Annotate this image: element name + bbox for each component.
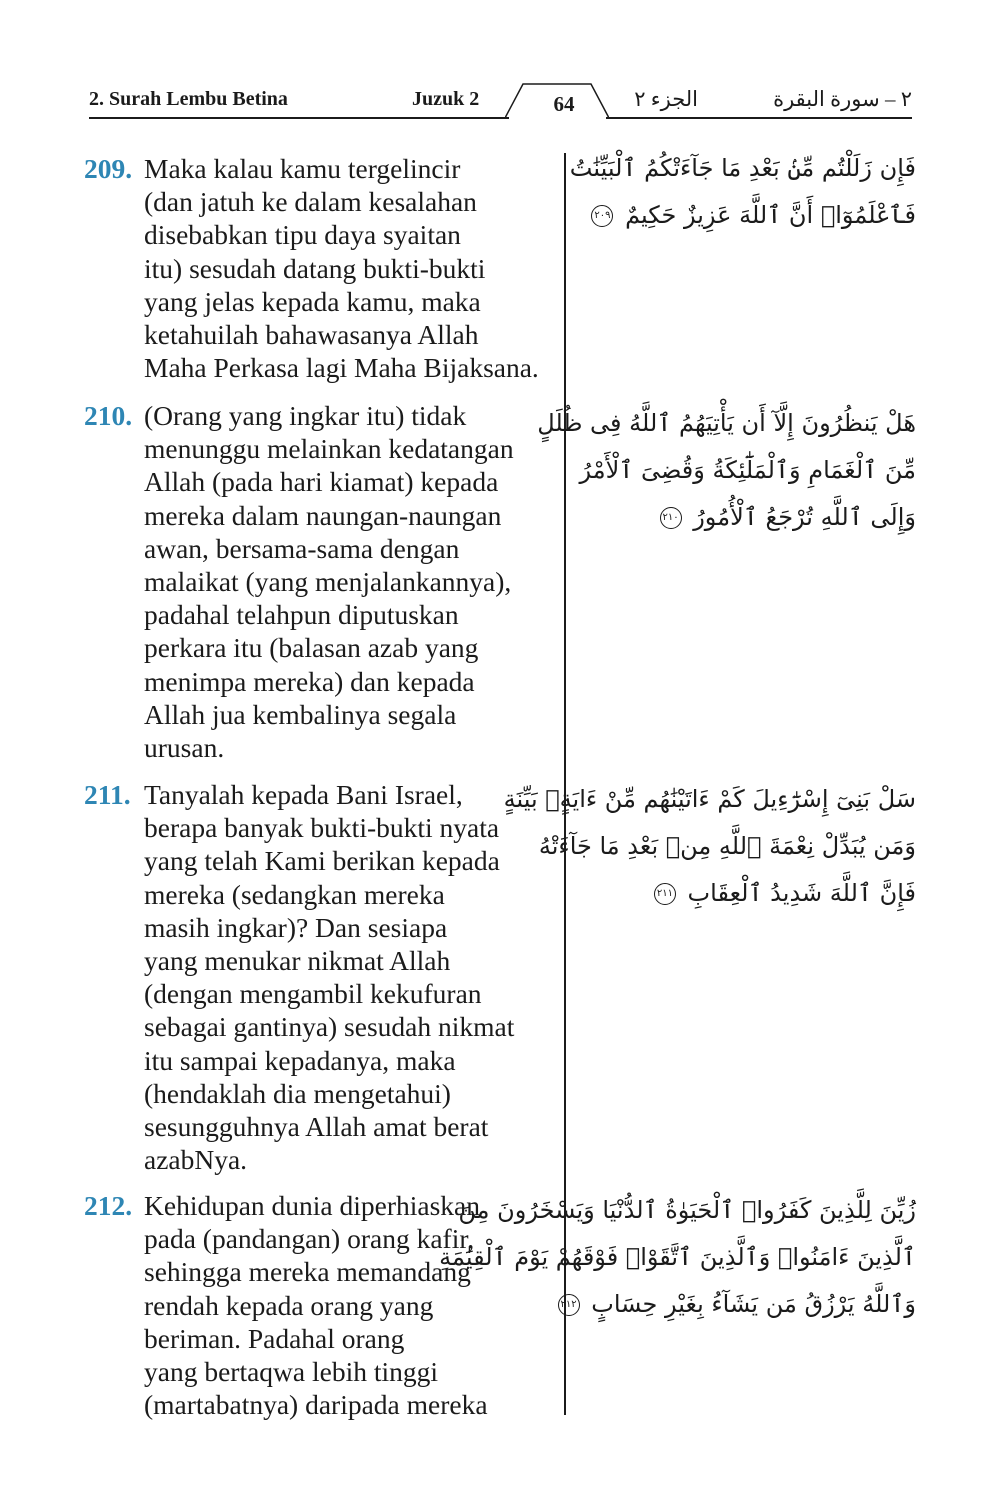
header-rule-right [606, 117, 912, 119]
page-number: 64 [553, 92, 575, 116]
verse-line: mereka (sedangkan mereka [144, 878, 445, 910]
verse-line: mereka dalam naungan-naungan [144, 499, 502, 531]
verse-text [144, 152, 564, 384]
verse-line: yang telah Kami berikan kepada [144, 845, 500, 877]
header-surah-label: 2. Surah Lembu Betina [89, 88, 288, 110]
verse-line: ketahuilah bahawasanya Allah [144, 319, 479, 351]
verse-line: Maha Perkasa lagi Maha Bijaksana. [144, 352, 539, 384]
verse-line: azabNya. [144, 1144, 248, 1176]
verse-line: (dengan mengambil kekufuran [144, 978, 482, 1010]
header-juzuk-label: Juzuk 2 [412, 88, 480, 110]
verse-line: padahal telahpun diputuskan [144, 599, 459, 631]
arabic-line [596, 494, 916, 541]
arabic-line-text: فَإِنَّ ٱللَّهَ شَدِيدُ ٱلْعِقَابِ [687, 879, 916, 907]
arabic-line-text: فَٱعْلَمُوٓا۟ أَنَّ ٱللَّهَ عَزِيزٌ حَكِيمٌ [625, 201, 916, 229]
arabic-line: مِّنَ ٱلْغَمَامِ وَٱلْمَلَٰٓئِكَةُ وَقُضِىَ ٱلْأَمْرُ [579, 456, 916, 484]
verse-212-arabic [439, 1187, 916, 1328]
verse-line: menimpa mereka) dan kepada [144, 665, 475, 697]
verse-number: 209. [84, 153, 133, 184]
arabic-line [596, 870, 916, 917]
arabic-line [560, 1281, 916, 1328]
verse-line: Maka kalau kamu tergelincir [144, 153, 461, 184]
header-surah-arabic: ٢ – سورة البقرة [773, 87, 912, 111]
verse-line: urusan. [144, 732, 225, 764]
verse-line: sehingga mereka memandang [144, 1256, 471, 1288]
verse-line: itu) sesudah datang bukti-bukti [144, 252, 486, 284]
arabic-line-text: وَإِلَى ٱللَّهِ تُرْجَعُ ٱلْأُمُورُ [693, 503, 916, 531]
verse-number: 211. [84, 779, 131, 810]
ayah-end-marker: ٢٠٩ [591, 205, 613, 227]
verse-line: awan, bersama-sama dengan [144, 532, 460, 564]
verse-line: menunggu melainkan kedatangan [144, 433, 514, 465]
verse-line: yang bertaqwa lebih tinggi [144, 1356, 439, 1388]
verse-line: yang jelas kepada kamu, maka [144, 285, 481, 317]
verse-line: sesungguhnya Allah amat berat [144, 1111, 489, 1143]
arabic-line: وَمَن يُبَدِّلْ نِعْمَةَ ٱللَّهِ مِنۢ بَعْدِ مَا جَآءَتْهُ [538, 832, 916, 860]
verse-line: disebabkan tipu daya syaitan [144, 219, 461, 251]
verse-line: Tanyalah kepada Bani Israel, [144, 779, 463, 810]
verse-number: 210. [84, 400, 133, 431]
verse-line: (hendaklah dia mengetahui) [144, 1077, 451, 1109]
verse-line: beriman. Padahal orang [144, 1322, 405, 1354]
verse-line: Allah jua kembalinya segala [144, 698, 457, 730]
ayah-end-marker: ٢١٠ [660, 507, 682, 529]
verse-line: Kehidupan dunia diperhiaskan [144, 1190, 481, 1221]
verse-line: pada (pandangan) orang kafir, [144, 1223, 475, 1255]
verse-line: yang menukar nikmat Allah [144, 945, 451, 977]
header-juz-arabic: الجزء ٢ [634, 87, 698, 111]
verse-line: perkara itu (balasan azab yang [144, 632, 479, 664]
verse-line: malaikat (yang menjalankannya), [144, 566, 512, 598]
ayah-end-marker: ٢١٢ [558, 1294, 580, 1316]
verse-line: itu sampai kepadanya, maka [144, 1044, 456, 1076]
verse-line: (martabatnya) daripada mereka [144, 1389, 488, 1421]
arabic-line [596, 192, 916, 239]
verse-line: (Orang yang ingkar itu) tidak [144, 400, 467, 431]
verse-line: rendah kepada orang yang [144, 1289, 434, 1321]
verse-number: 212. [84, 1190, 133, 1221]
ayah-end-marker: ٢١١ [654, 883, 676, 905]
verse-209-arabic [569, 145, 916, 239]
verse-line: (dan jatuh ke dalam kesalahan [144, 186, 477, 218]
arabic-line: سَلْ بَنِىٓ إِسْرَٰٓءِيلَ كَمْ ءَاتَيْنَٰهُم مِّنْ ءَايَةٍۭ بَيِّنَةٍ [503, 785, 916, 813]
arabic-line-text: وَٱللَّهُ يَرْزُقُ مَن يَشَآءُ بِغَيْرِ حِسَابٍ [591, 1290, 916, 1318]
verse-text [144, 778, 564, 1176]
verse-line: berapa banyak bukti-bukti nyata [144, 812, 500, 844]
verse-line: Allah (pada hari kiamat) kepada [144, 466, 499, 498]
arabic-line: فَإِن زَلَلْتُم مِّنۢ بَعْدِ مَا جَآءَتْكُمُ ٱلْبَيِّنَٰتُ [569, 154, 916, 182]
verse-text [144, 399, 564, 764]
arabic-line: هَلْ يَنظُرُونَ إِلَّآ أَن يَأْتِيَهُمُ ٱللَّهُ فِى ظُلَلٍ [537, 409, 916, 437]
header-rule-left [89, 117, 509, 119]
verse-line: masih ingkar)? Dan sesiapa [144, 911, 448, 943]
verse-line: sebagai gantinya) sesudah nikmat [144, 1011, 515, 1043]
verse-211-arabic [503, 776, 916, 917]
arabic-line: ٱلَّذِينَ ءَامَنُوا۟ وَٱلَّذِينَ ٱتَّقَوْا۟ فَوْقَهُمْ يَوْمَ ٱلْقِيَٰمَةِ [439, 1243, 916, 1271]
verse-210-arabic [537, 400, 916, 541]
arabic-line: زُيِّنَ لِلَّذِينَ كَفَرُوا۟ ٱلْحَيَوٰةُ ٱلدُّنْيَا وَيَسْخَرُونَ مِنَ [458, 1196, 916, 1224]
